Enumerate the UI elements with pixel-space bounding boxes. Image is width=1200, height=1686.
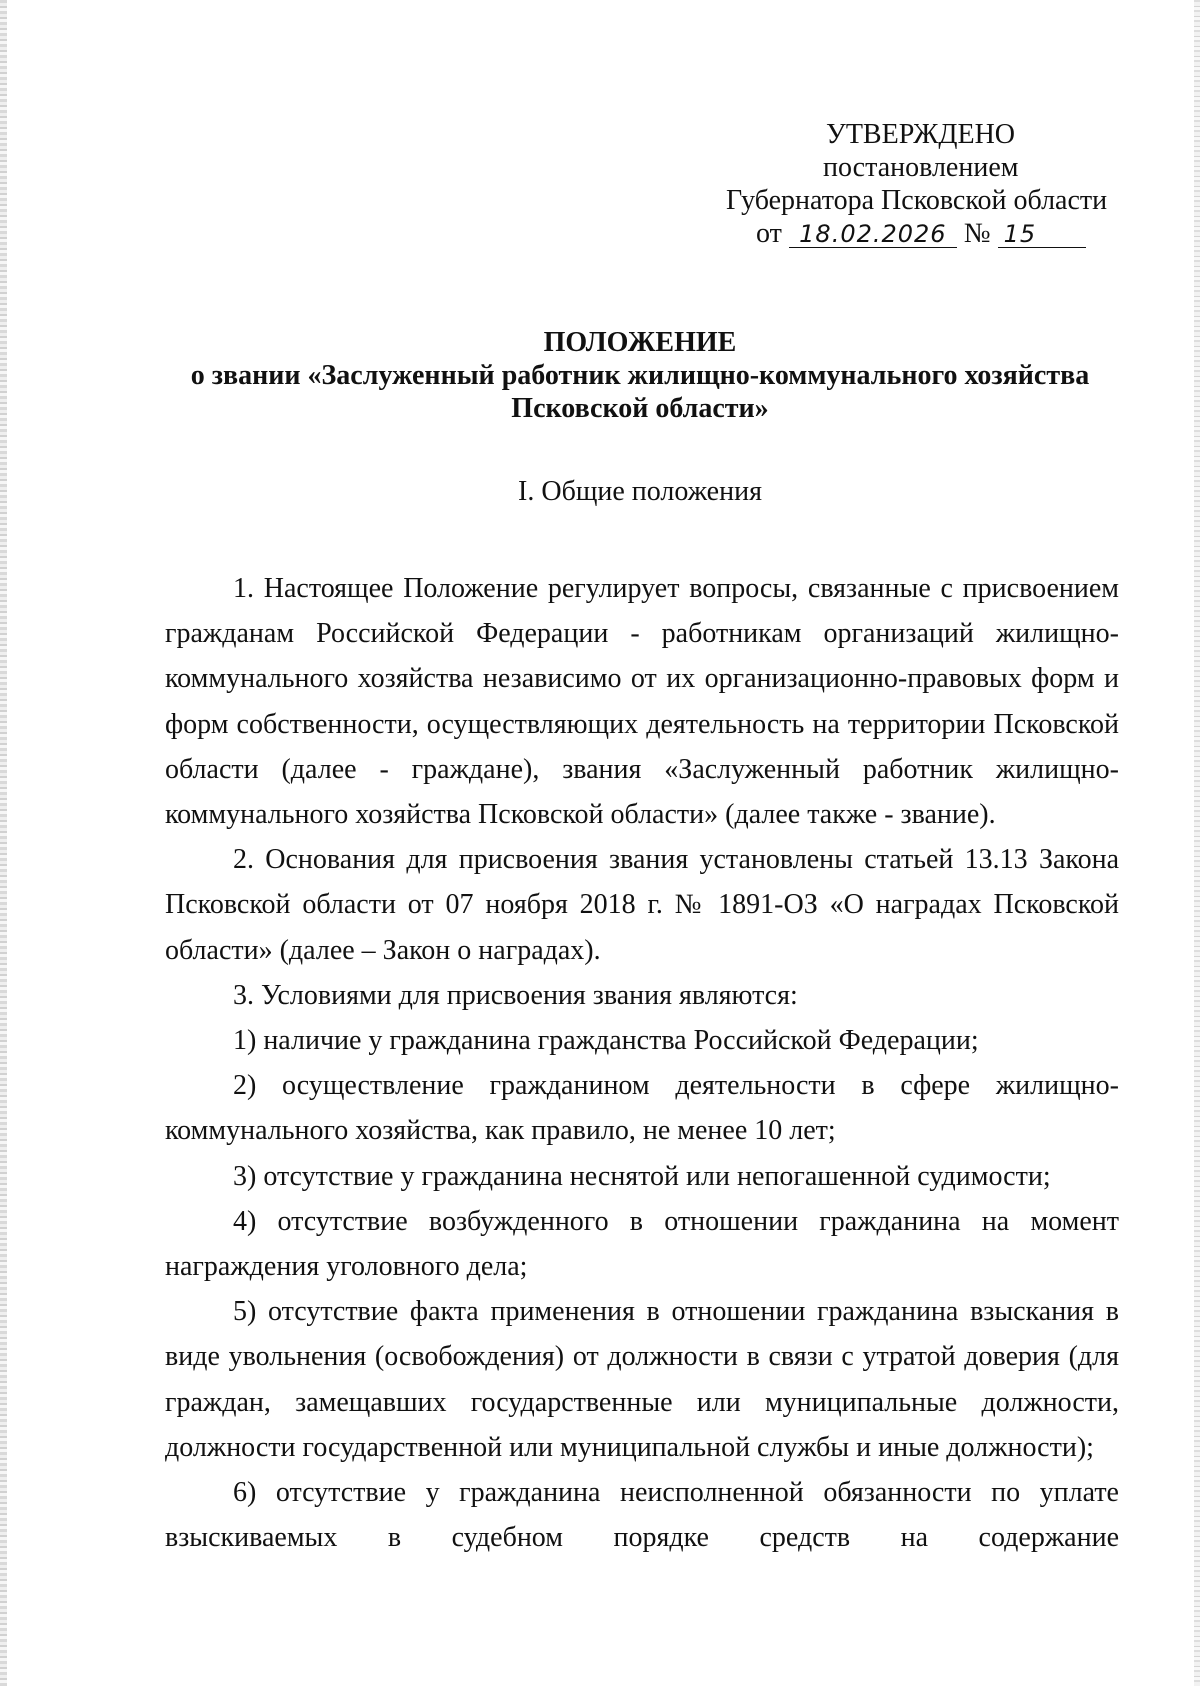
document-title: ПОЛОЖЕНИЕ: [543, 327, 737, 358]
paragraph-4: 1) наличие у гражданина гражданства Российской Федерации;: [233, 1025, 979, 1057]
approval-date-value: 18.02.2026: [789, 221, 957, 248]
paragraph-2: 2. Основания для присвоения звания установлены статьей 13.13 Закона Псковской области от 07 ноября 2018 г. № 1891-ОЗ «О наградах Псковской области» (далее – Закон о наградах).: [165, 844, 1119, 966]
paragraph-6: 3) отсутствие у гражданина неснятой или непогашенной судимости;: [233, 1160, 1051, 1192]
approval-by: постановлением: [823, 152, 1019, 183]
section-heading: I. Общие положения: [518, 476, 762, 507]
document-subtitle-line1: о звании «Заслуженный работник жилищно-коммунального хозяйства: [190, 360, 1090, 391]
approval-number-value: 15: [998, 221, 1086, 248]
paragraph-5: 2) осуществление гражданином деятельности в сфере жилищно-коммунального хозяйства, как правило, не менее 10 лет;: [165, 1070, 1119, 1147]
approval-title: УТВЕРЖДЕНО: [826, 119, 1016, 150]
scan-edge-left: [0, 0, 7, 1686]
approval-block: [700, 118, 1120, 250]
approval-date-line: [700, 217, 1120, 250]
approval-date-prefix: от: [756, 218, 782, 249]
paragraph-9: 6) отсутствие у гражданина неисполненной обязанности по уплате взыскиваемых в судебном порядке средств на содержание: [165, 1477, 1119, 1554]
document-subtitle-line2: Псковской области»: [511, 393, 769, 424]
paragraph-1: 1. Настоящее Положение регулирует вопросы, связанные с присвоением гражданам Российской Федерации - работникам организаций жилищно-коммунального хозяйства независимо от их организационно-правовых форм и форм собственности, осуществляющих деятельность на территории Псковской области (далее - граждане), звания «Заслуженный работник жилищно-коммунального хозяйства Псковской области» (далее также - звание).: [165, 573, 1119, 831]
approval-org: Губернатора Псковской области: [726, 185, 1108, 216]
paragraph-7: 4) отсутствие возбужденного в отношении гражданина на момент награждения уголовного дела;: [165, 1205, 1119, 1283]
document-body: [165, 566, 1119, 1560]
approval-number-sign: №: [963, 218, 991, 249]
scan-edge-right: [1194, 0, 1200, 1686]
document-title-block: [160, 326, 1120, 425]
paragraph-8: 5) отсутствие факта применения в отношении гражданина взыскания в виде увольнения (освобождения) от должности в связи с утратой доверия (для граждан, замещавших государственные или муниципальные должности, должности государственной или муниципальной службы и иные должности);: [165, 1296, 1119, 1463]
paragraph-3: 3. Условиями для присвоения звания являются:: [233, 979, 798, 1011]
